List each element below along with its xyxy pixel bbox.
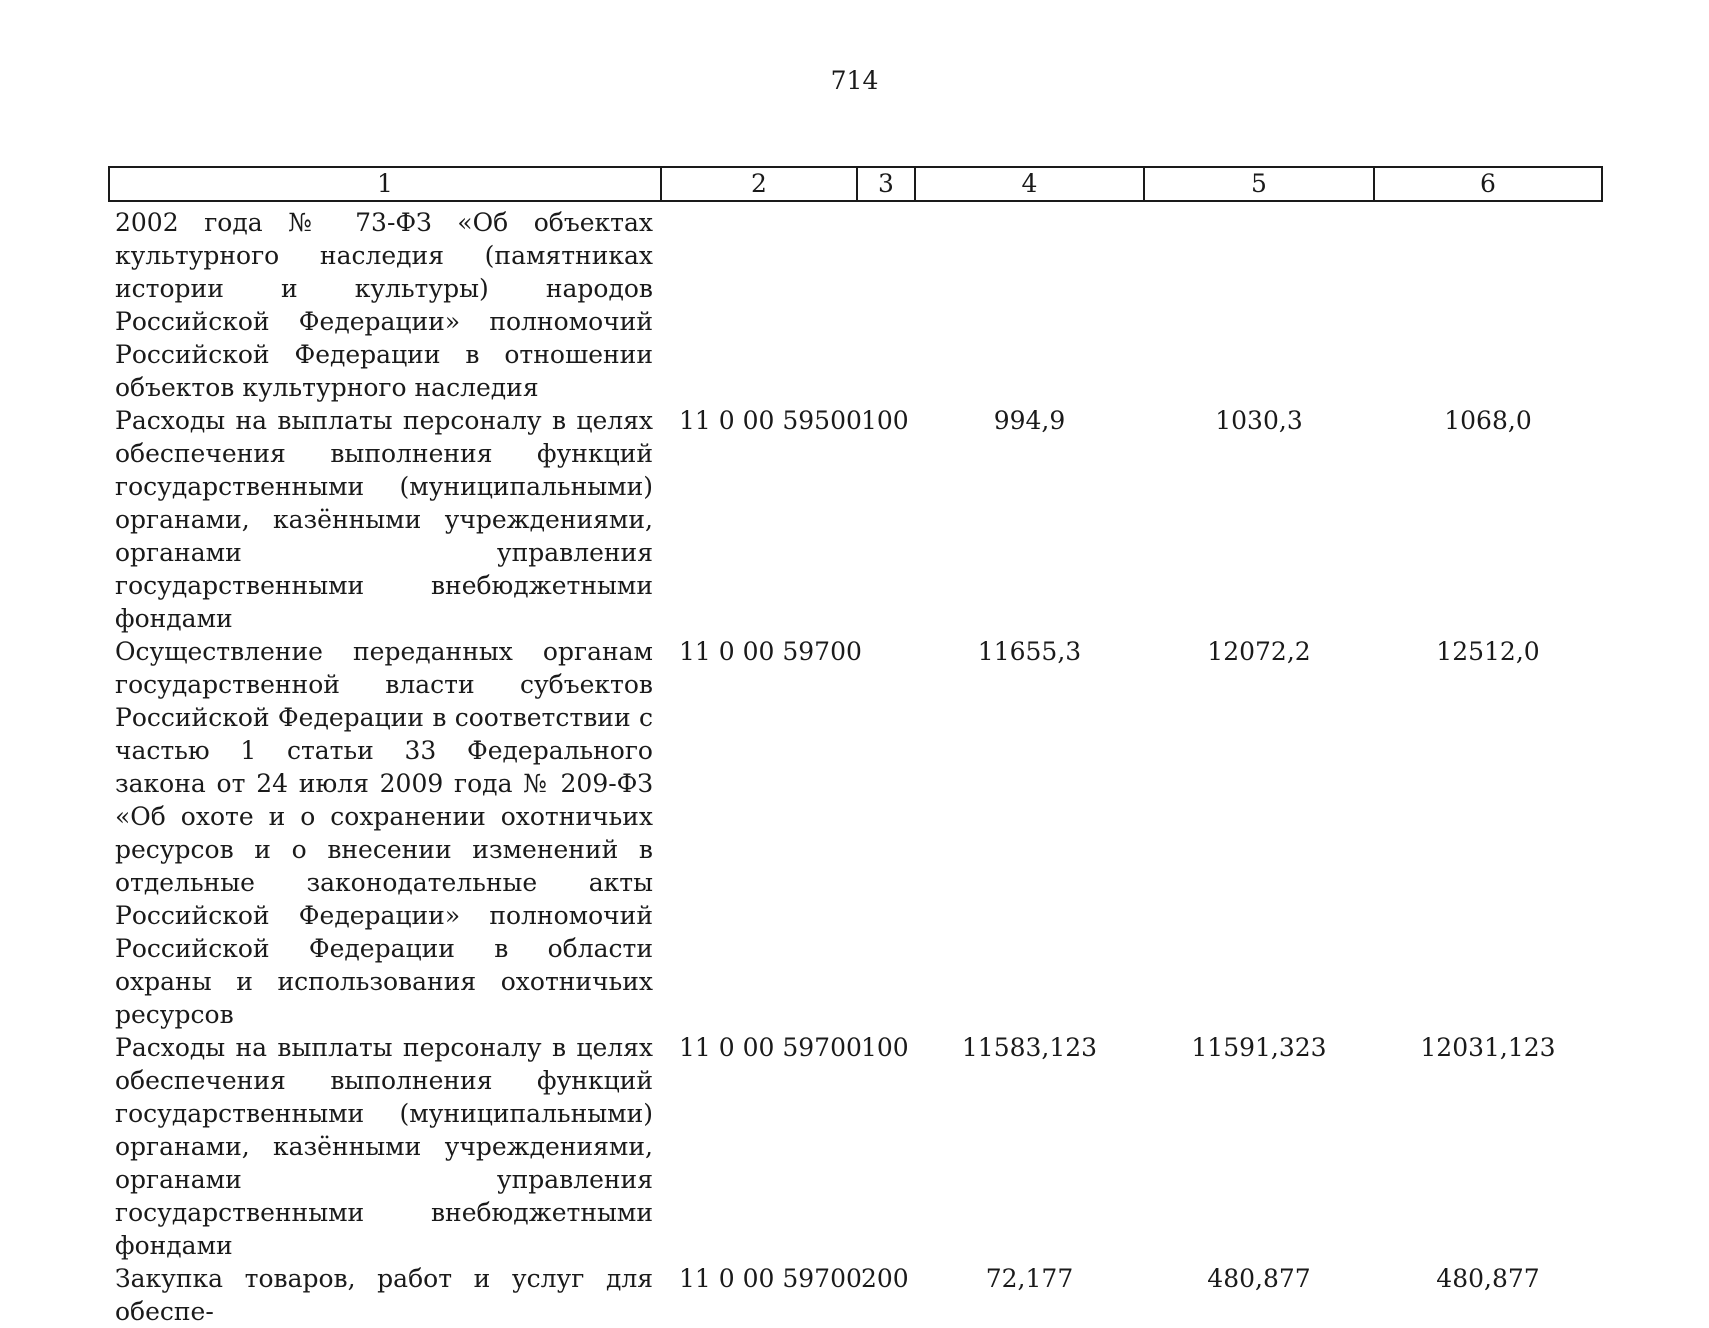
header-col-1: 1 [109, 167, 661, 201]
row-expense-type: 200 [861, 1264, 909, 1293]
row-description: 2002 года № 73-ФЗ «Об объектах культурного наследия (памятниках истории и культуры) народов Российской Федерации» полномочий Российской Федерации в отношении объектов культурного наследия [115, 208, 653, 402]
row-code: 11 0 00 59500 [679, 406, 862, 435]
row-value-6: 12031,123 [1420, 1033, 1556, 1062]
row-code: 11 0 00 59700 [679, 1264, 862, 1293]
row-value-4: 11583,123 [961, 1033, 1098, 1062]
header-col-6: 6 [1374, 167, 1602, 201]
row-description: Расходы на выплаты персоналу в целях обеспечения выполнения функций государственными (муниципальными) органами, казёнными учреждениями, органами управления государственными внебюджетными фондами [115, 406, 653, 633]
row-value-5: 12072,2 [1207, 637, 1311, 666]
row-value-5: 1030,3 [1215, 406, 1303, 435]
row-value-4 [915, 201, 1144, 404]
header-row [109, 167, 1602, 201]
header-col-3: 3 [857, 167, 915, 201]
row-value-6: 480,877 [1436, 1264, 1540, 1293]
row-value-5 [1144, 201, 1374, 404]
row-value-6 [1374, 201, 1602, 404]
budget-table [108, 166, 1603, 1328]
row-description: Осуществление переданных органам государственной власти субъектов Российской Федерации в соответствии с частью 1 статьи 33 Федерального закона от 24 июля 2009 года № 209-ФЗ «Об охоте и о сохранении охотничьих ресурсов и о внесении изменений в отдельные законодательные акты Российской Федерации» полномочий Российской Федерации в области охраны и использования охотничьих ресурсов [115, 637, 653, 1029]
row-expense-type: 100 [861, 406, 909, 435]
row-description: Расходы на выплаты персоналу в целях обеспечения выполнения функций государственными (муниципальными) органами, казёнными учреждениями, органами управления государственными внебюджетными фондами [115, 1033, 653, 1260]
header-col-2: 2 [661, 167, 857, 201]
row-expense-type [857, 201, 915, 404]
row-value-5: 480,877 [1207, 1264, 1311, 1293]
row-value-4: 994,9 [993, 406, 1066, 435]
row-code [661, 201, 857, 404]
row-code: 11 0 00 59700 [679, 1033, 862, 1062]
table-header [109, 167, 1602, 201]
row-value-4: 11655,3 [977, 637, 1082, 666]
table-row [109, 1262, 1602, 1328]
row-value-6: 1068,0 [1444, 406, 1532, 435]
page-number: 714 [830, 66, 879, 95]
row-value-5: 11591,323 [1191, 1033, 1327, 1062]
row-value-6: 12512,0 [1436, 637, 1540, 666]
table-body [109, 201, 1602, 1328]
row-expense-type: 100 [861, 1033, 909, 1062]
table-row [109, 1031, 1602, 1262]
table-row [109, 201, 1602, 404]
header-col-5: 5 [1144, 167, 1374, 201]
table-row [109, 635, 1602, 1031]
row-description: Закупка товаров, работ и услуг для обеспе- [115, 1264, 653, 1326]
row-value-4: 72,177 [985, 1264, 1074, 1293]
row-code: 11 0 00 59700 [679, 637, 862, 666]
header-col-4: 4 [915, 167, 1144, 201]
row-expense-type [857, 635, 915, 1031]
table-row [109, 404, 1602, 635]
